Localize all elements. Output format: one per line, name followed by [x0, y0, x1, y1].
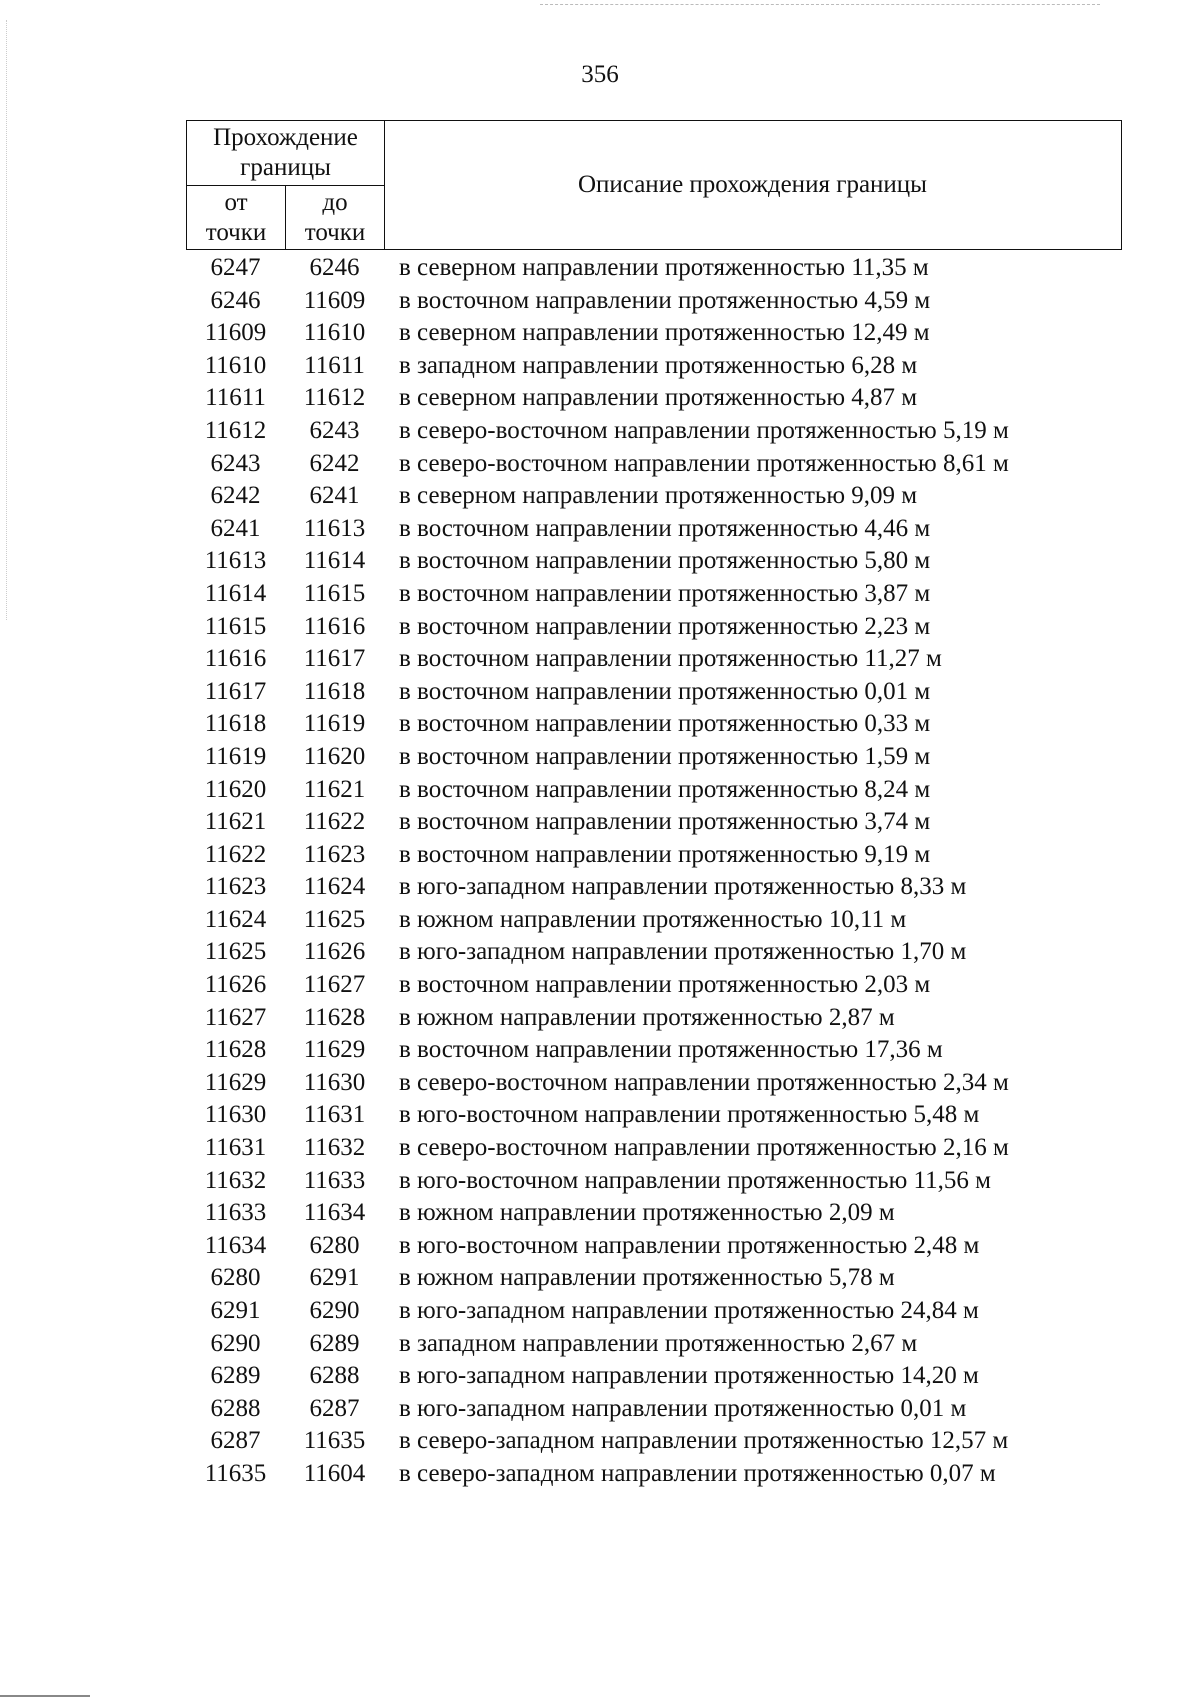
table-row: [186, 1165, 1122, 1198]
to-point-cell: 11626: [303, 938, 366, 966]
from-point-cell: 6242: [210, 482, 261, 510]
from-point-cell: 6287: [210, 1427, 261, 1455]
table-row: [186, 611, 1122, 644]
description-cell: в северо-восточном направлении протяженностью 5,19 м: [399, 416, 1009, 444]
from-point-cell: 11620: [204, 775, 267, 803]
to-point-cell: 11622: [303, 808, 366, 836]
table-row: [186, 676, 1122, 709]
from-point-cell: 11623: [204, 873, 267, 901]
description-cell: в восточном направлении протяженностью 17,36 м: [399, 1036, 943, 1064]
to-point-cell: 11616: [303, 612, 366, 640]
table-row: [186, 643, 1122, 676]
from-point-cell: 11619: [204, 742, 267, 770]
to-point-cell: 11617: [303, 645, 366, 673]
from-point-cell: 6288: [210, 1394, 261, 1422]
from-point-cell: 11629: [204, 1068, 267, 1096]
to-point-cell: 11629: [303, 1036, 366, 1064]
from-point-cell: 11630: [204, 1101, 267, 1129]
header-from-line2: точки: [205, 219, 267, 246]
table-row: [186, 1295, 1122, 1328]
table-row: [186, 480, 1122, 513]
page-number: 356: [581, 61, 619, 88]
description-cell: в северном направлении протяженностью 11,35 м: [399, 254, 929, 281]
to-point-cell: 11635: [303, 1427, 366, 1455]
from-point-cell: 11610: [204, 351, 267, 379]
from-point-cell: 11618: [204, 710, 267, 738]
description-cell: в южном направлении протяженностью 2,09 м: [399, 1199, 895, 1227]
to-point-cell: 11619: [303, 710, 366, 738]
table-row: [186, 578, 1122, 611]
to-point-cell: 11613: [303, 514, 366, 542]
description-cell: в юго-западном направлении протяженностью 8,33 м: [399, 873, 967, 901]
description-cell: в северном направлении протяженностью 9,09 м: [399, 482, 918, 510]
table-row: [186, 708, 1122, 741]
description-cell: в северо-западном направлении протяженностью 0,07 м: [399, 1459, 996, 1487]
to-point-cell: 11632: [303, 1134, 366, 1162]
to-point-cell: 11610: [303, 319, 366, 347]
table-row: [186, 1034, 1122, 1067]
to-point-cell: 6246: [309, 254, 360, 281]
table-row: [186, 1230, 1122, 1263]
to-point-cell: 11624: [303, 873, 366, 901]
description-cell: в северо-восточном направлении протяженностью 8,61 м: [399, 449, 1009, 477]
scan-artifact-top: [540, 4, 1100, 5]
table-row: [186, 382, 1122, 415]
to-point-cell: 6289: [309, 1329, 360, 1357]
table-header: [186, 120, 1122, 250]
table-row: [186, 1425, 1122, 1458]
to-point-cell: 6241: [309, 482, 360, 510]
from-point-cell: 6291: [210, 1297, 261, 1324]
description-cell: в юго-восточном направлении протяженностью 11,56 м: [399, 1166, 991, 1194]
from-point-cell: 11612: [204, 416, 267, 444]
description-cell: в северо-западном направлении протяженностью 12,57 м: [399, 1427, 1009, 1455]
to-point-cell: 11614: [303, 547, 366, 575]
header-to-line2: точки: [304, 219, 366, 246]
description-cell: в юго-западном направлении протяженностью 0,01 м: [399, 1394, 967, 1422]
scan-artifact-left: [6, 20, 7, 620]
to-point-cell: 11604: [303, 1459, 366, 1487]
to-point-cell: 11627: [303, 971, 366, 999]
table-row: [186, 285, 1122, 318]
description-cell: в западном направлении протяженностью 6,28 м: [399, 351, 918, 379]
table-row: [186, 1393, 1122, 1426]
description-cell: в восточном направлении протяженностью 0,33 м: [399, 710, 931, 738]
from-point-cell: 11626: [204, 971, 267, 999]
from-point-cell: 11634: [204, 1231, 267, 1259]
table-row: [186, 969, 1122, 1002]
from-point-cell: 11613: [204, 547, 267, 575]
from-point-cell: 11627: [204, 1003, 267, 1031]
table-body: [186, 252, 1122, 1491]
header-from-point: [187, 186, 286, 249]
from-point-cell: 11622: [204, 840, 267, 868]
to-point-cell: 11623: [303, 840, 366, 868]
description-cell: в западном направлении протяженностью 2,67 м: [399, 1329, 918, 1357]
description-cell: в южном направлении протяженностью 5,78 м: [399, 1264, 895, 1292]
header-to-line1: до: [322, 189, 348, 216]
from-point-cell: 6243: [210, 449, 261, 477]
description-cell: в восточном направлении протяженностью 5,80 м: [399, 547, 931, 575]
description-cell: в восточном направлении протяженностью 3,87 м: [399, 579, 931, 607]
table-row: [186, 1328, 1122, 1361]
description-cell: в юго-западном направлении протяженностью 24,84 м: [399, 1297, 979, 1324]
description-cell: в восточном направлении протяженностью 4,46 м: [399, 514, 931, 542]
table-row: [186, 806, 1122, 839]
table-row: [186, 513, 1122, 546]
table-row: [186, 415, 1122, 448]
from-point-cell: 11614: [204, 579, 267, 607]
description-cell: в восточном направлении протяженностью 2,03 м: [399, 971, 931, 999]
header-boundary-passage-line2: границы: [240, 154, 331, 181]
header-description: Описание прохождения границы: [578, 170, 927, 198]
to-point-cell: 11612: [303, 384, 366, 412]
table-row: [186, 1197, 1122, 1230]
header-boundary-passage: [187, 121, 385, 186]
description-cell: в юго-западном направлении протяженностью 14,20 м: [399, 1362, 979, 1390]
description-cell: в северо-восточном направлении протяженностью 2,34 м: [399, 1068, 1009, 1096]
to-point-cell: 11615: [303, 579, 366, 607]
to-point-cell: 6242: [309, 449, 360, 477]
description-cell: в восточном направлении протяженностью 3,74 м: [399, 808, 931, 836]
to-point-cell: 11625: [303, 905, 366, 933]
table-row: [186, 350, 1122, 383]
scan-artifact-bottom: [0, 1695, 90, 1697]
from-point-cell: 11631: [204, 1134, 267, 1162]
table-row: [186, 317, 1122, 350]
table-row: [186, 904, 1122, 937]
from-point-cell: 11635: [204, 1459, 267, 1487]
from-point-cell: 11609: [204, 319, 267, 347]
from-point-cell: 6246: [210, 286, 261, 314]
table-row: [186, 1002, 1122, 1035]
from-point-cell: 6247: [210, 254, 261, 281]
table-row: [186, 936, 1122, 969]
to-point-cell: 11633: [303, 1166, 366, 1194]
description-cell: в юго-западном направлении протяженностью 1,70 м: [399, 938, 967, 966]
from-point-cell: 11625: [204, 938, 267, 966]
from-point-cell: 11616: [204, 645, 267, 673]
description-cell: в юго-восточном направлении протяженностью 2,48 м: [399, 1231, 980, 1259]
from-point-cell: 11621: [204, 808, 267, 836]
to-point-cell: 6243: [309, 416, 360, 444]
from-point-cell: 11628: [204, 1036, 267, 1064]
description-cell: в восточном направлении протяженностью 2,23 м: [399, 612, 931, 640]
description-cell: в восточном направлении протяженностью 9,19 м: [399, 840, 931, 868]
description-cell: в восточном направлении протяженностью 0,01 м: [399, 677, 931, 705]
table-row: [186, 741, 1122, 774]
to-point-cell: 11618: [303, 677, 366, 705]
description-cell: в южном направлении протяженностью 10,11 м: [399, 905, 907, 933]
to-point-cell: 6291: [309, 1264, 360, 1292]
from-point-cell: 11617: [204, 677, 267, 705]
header-from-line1: от: [224, 189, 248, 216]
table-row: [186, 1067, 1122, 1100]
description-cell: в северо-восточном направлении протяженностью 2,16 м: [399, 1134, 1009, 1162]
description-cell: в восточном направлении протяженностью 4,59 м: [399, 286, 931, 314]
table-row: [186, 545, 1122, 578]
from-point-cell: 11632: [204, 1166, 267, 1194]
to-point-cell: 6288: [309, 1362, 360, 1390]
from-point-cell: 11624: [204, 905, 267, 933]
description-cell: в южном направлении протяженностью 2,87 м: [399, 1003, 895, 1031]
description-cell: в восточном направлении протяженностью 1,59 м: [399, 742, 931, 770]
table-row: [186, 448, 1122, 481]
table-row: [186, 774, 1122, 807]
description-cell: в северном направлении протяженностью 4,87 м: [399, 384, 918, 412]
from-point-cell: 6290: [210, 1329, 261, 1357]
from-point-cell: 6241: [210, 514, 261, 542]
table-row: [186, 252, 1122, 285]
table-row: [186, 871, 1122, 904]
to-point-cell: 6290: [309, 1297, 360, 1324]
to-point-cell: 6280: [309, 1231, 360, 1259]
description-cell: в восточном направлении протяженностью 11,27 м: [399, 645, 942, 673]
from-point-cell: 11615: [204, 612, 267, 640]
description-cell: в юго-восточном направлении протяженностью 5,48 м: [399, 1101, 980, 1129]
table-row: [186, 1132, 1122, 1165]
description-cell: в северном направлении протяженностью 12,49 м: [399, 319, 930, 347]
to-point-cell: 11621: [303, 775, 366, 803]
to-point-cell: 11630: [303, 1068, 366, 1096]
to-point-cell: 11631: [303, 1101, 366, 1129]
table-row: [186, 1360, 1122, 1393]
table-row: [186, 1458, 1122, 1491]
header-to-point: [286, 186, 385, 249]
header-boundary-passage-line1: Прохождение: [213, 124, 358, 151]
description-cell: в восточном направлении протяженностью 8,24 м: [399, 775, 931, 803]
from-point-cell: 11633: [204, 1199, 267, 1227]
table-row: [186, 1262, 1122, 1295]
to-point-cell: 11609: [303, 286, 366, 314]
to-point-cell: 11628: [303, 1003, 366, 1031]
table-row: [186, 839, 1122, 872]
to-point-cell: 11620: [303, 742, 366, 770]
to-point-cell: 11611: [304, 351, 365, 379]
to-point-cell: 11634: [303, 1199, 366, 1227]
table-row: [186, 1099, 1122, 1132]
from-point-cell: 6280: [210, 1264, 261, 1292]
from-point-cell: 6289: [210, 1362, 261, 1390]
from-point-cell: 11611: [205, 384, 266, 412]
to-point-cell: 6287: [309, 1394, 360, 1422]
